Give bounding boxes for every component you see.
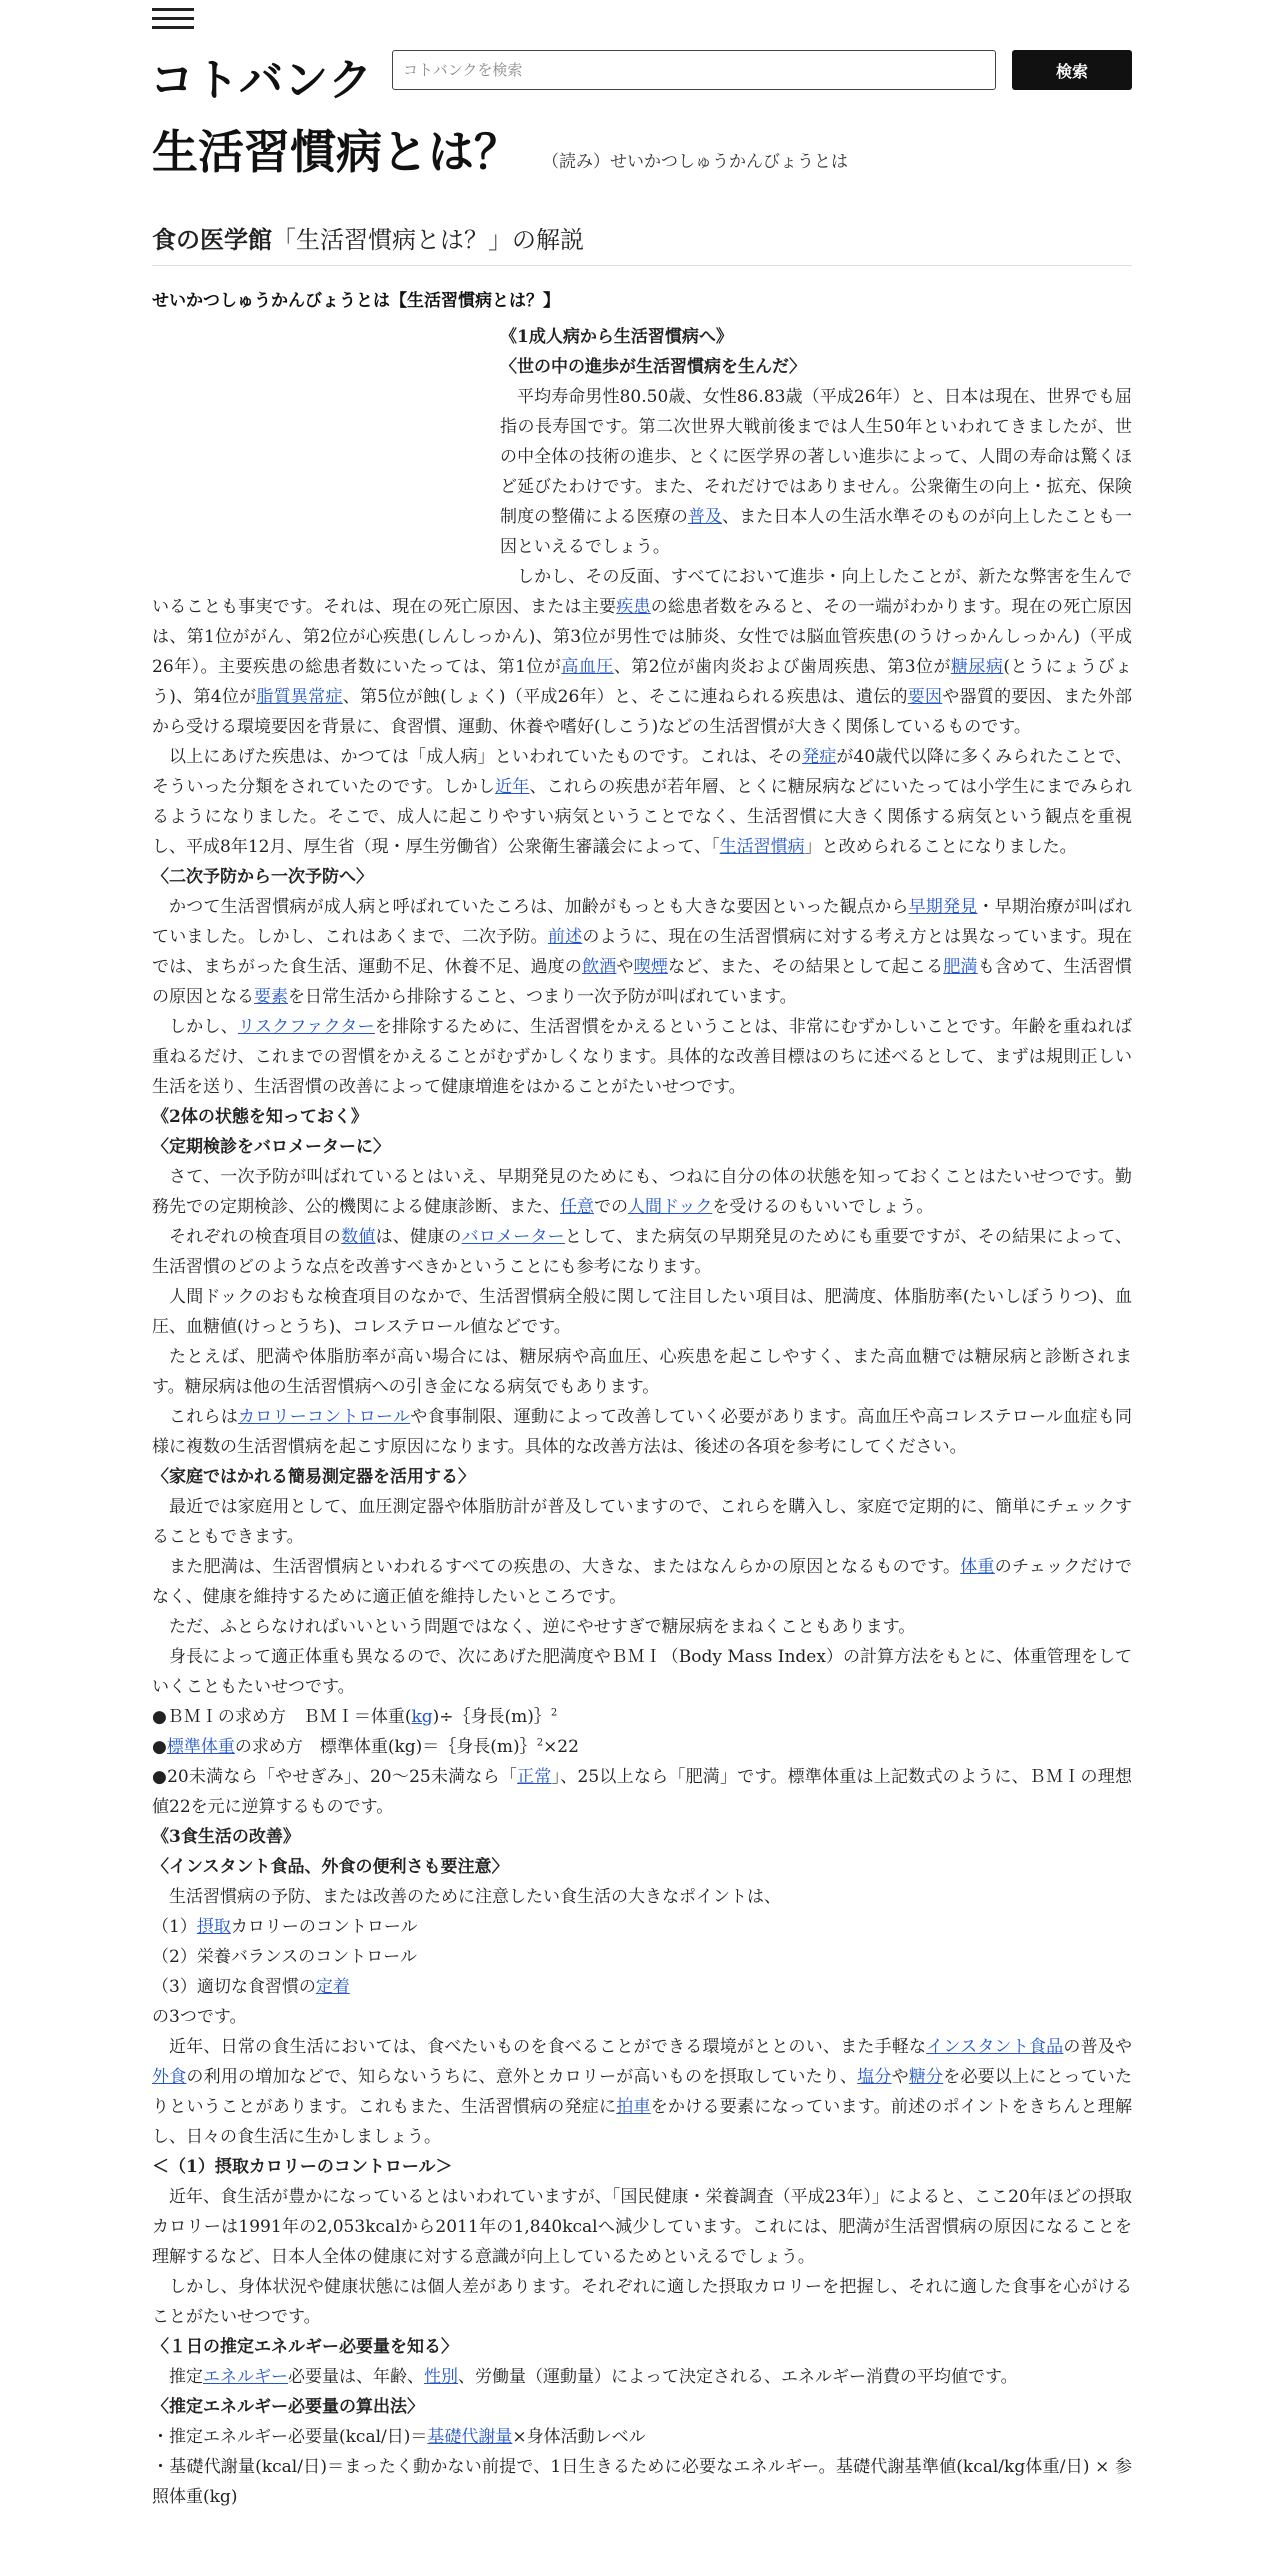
formula: ●標準体重の求め方 標準体重(kg)＝｛身長(m)｝$^2$×22 bbox=[152, 1737, 579, 1757]
link[interactable]: 任意 bbox=[560, 1197, 594, 1217]
link[interactable]: 基礎代謝量 bbox=[427, 2427, 513, 2447]
link[interactable]: 外食 bbox=[152, 2067, 187, 2087]
link[interactable]: 喫煙 bbox=[633, 957, 669, 977]
link[interactable]: 塩分 bbox=[857, 2067, 892, 2087]
subheading: 〈家庭ではかれる簡易測定器を活用する〉 bbox=[152, 1467, 475, 1487]
paragraph: の3つです。 bbox=[152, 2007, 247, 2027]
paragraph: さて、一次予防が叫ばれているとはいえ、早期発見のためにも、つねに自分の体の状態を知っておくことはたいせつです。勤務先での定期検診、公的機関による健康診断、また、任意での人間ドックを受けるのもいいでしょう。 bbox=[152, 1167, 1132, 1217]
formula: ・基礎代謝量(kcal/日)＝まったく動かない前提で、1日生きるために必要なエネルギー。基礎代謝基準値(kcal/kg体重/日) × 参照体重(kg) bbox=[152, 2457, 1132, 2507]
paragraph: たとえば、肥満や体脂肪率が高い場合には、糖尿病や高血圧、心疾患を起こしやすく、また高血糖では糖尿病と診断されます。糖尿病は他の生活習慣病への引き金になる病気でもあります。 bbox=[152, 1347, 1132, 1397]
list-item: （3）適切な食習慣の定着 bbox=[152, 1977, 350, 1997]
subheading: 〈世の中の進歩が生活習慣病を生んだ〉 bbox=[500, 357, 806, 377]
heading: 《3食生活の改善》 bbox=[152, 1827, 300, 1847]
paragraph: 近年、日常の食生活においては、食べたいものを食べることができる環境がととのい、また手軽なインスタント食品の普及や外食の利用の増加などで、知らないうちに、意外とカロリーが高いものを摂取していたり、塩分や糖分を必要以上にとっていたりということがあります。これもまた、生活習慣病の発症に拍車をかける要素になっています。前述のポイントをきちんと理解し、日々の食生活に生かしましょう。 bbox=[152, 2037, 1133, 2147]
entry-title: せいかつしゅうかんびょうとは【生活習慣病とは？】 bbox=[152, 291, 560, 311]
list-item: （1）摂取カロリーのコントロール bbox=[152, 1917, 418, 1937]
paragraph: 平均寿命男性80.50歳、女性86.83歳（平成26年）と、日本は現在、世界でも屈指の長寿国です。第二次世界大戦前後までは人生50年といわれてきましたが、世の中全体の技術の進歩、とくに医学界の著しい進歩によって、人間の寿命は驚くほど延びたわけです。また、それだけではありません。公衆衛生の向上・拡充、保険制度の整備による医療の普及、また日本人の生活水準そのものが向上したことも一因といえるでしょう。 bbox=[500, 387, 1133, 557]
link[interactable]: エネルギー bbox=[203, 2367, 288, 2387]
link[interactable]: 肥満 bbox=[943, 957, 978, 977]
link[interactable]: 早期発見 bbox=[908, 897, 978, 917]
link[interactable]: 定着 bbox=[315, 1977, 350, 1997]
paragraph: それぞれの検査項目の数値は、健康のバロメーターとして、また病気の早期発見のためにも重要ですが、その結果によって、生活習慣のどのような点を改善すべきかということにも参考になります。 bbox=[152, 1227, 1133, 1277]
article-body bbox=[152, 322, 1132, 2512]
search-button[interactable]: 検索 bbox=[1012, 50, 1132, 90]
link[interactable]: 普及 bbox=[687, 507, 723, 527]
subheading: ＜（1）摂取カロリーのコントロール＞ bbox=[152, 2157, 453, 2177]
paragraph: しかし、身体状況や健康状態には個人差があります。それぞれに適した摂取カロリーを把握し、それに適した食事を心がけることがたいせつです。 bbox=[152, 2277, 1132, 2327]
paragraph: しかし、その反面、すべてにおいて進歩・向上したことが、新たな弊害を生んでいることも事実です。それは、現在の死亡原因、または主要疾患の総患者数をみると、その一端がわかります。現在の死亡原因は、第1位ががん、第2位が心疾患(しんしっかん)、第3位が男性では肺炎、女性では脳血管疾患(のうけっかんしっかん)（平成26年）。主要疾患の総患者数にいたっては、第1位が高血圧、第2位が歯肉炎および歯周疾患、第3位が糖尿病(とうにょうびょう)、第4位が脂質異常症、第5位が蝕(しょく)（平成26年）と、そこに連ねられる疾患は、遺伝的要因や器質的要因、また外部から受ける環境要因を背景に、食習慣、運動、休養や嗜好(しこう)などの生活習慣が大きく関係しているものです。 bbox=[152, 567, 1133, 737]
formula: ●ＢＭＩの求め方 ＢＭＩ＝体重(kg)÷｛身長(m)｝$^2$ bbox=[152, 1707, 558, 1727]
image-space bbox=[152, 322, 500, 584]
link[interactable]: 脂質異常症 bbox=[256, 687, 343, 707]
paragraph: 人間ドックのおもな検査項目のなかで、生活習慣病全般に関して注目したい項目は、肥満度、体脂肪率(たいしぼうりつ)、血圧、血糖値(けっとうち)、コレステロール値などです。 bbox=[152, 1287, 1132, 1337]
heading: 《1成人病から生活習慣病へ》 bbox=[500, 327, 733, 347]
link[interactable]: 糖分 bbox=[908, 2067, 944, 2087]
source-name: 食の医学館 bbox=[152, 226, 272, 254]
paragraph: 生活習慣病の予防、または改善のために注意したい食生活の大きなポイントは、 bbox=[169, 1887, 781, 1907]
subheading: 〈１日の推定エネルギー必要量を知る〉 bbox=[152, 2337, 458, 2357]
link[interactable]: 標準体重 bbox=[166, 1737, 235, 1757]
link[interactable]: kg bbox=[411, 1707, 433, 1727]
subheading: 〈インスタント食品、外食の便利さも要注意〉 bbox=[152, 1857, 509, 1877]
link[interactable]: 生活習慣病 bbox=[719, 837, 805, 857]
link[interactable]: バロメーター bbox=[461, 1227, 565, 1247]
paragraph: 以上にあげた疾患は、かつては「成人病」といわれていたものです。これは、その発症が40歳代以降に多くみられたことで、そういった分類をされていたのです。しかし近年、これらの疾患が若年層、とくに糖尿病などにいたっては小学生にまでみられるようになりました。そこで、成人に起こりやすい病気ということでなく、生活習慣に大きく関係する病気という観点を重視し、平成8年12月、厚生省（現・厚生労働省）公衆衛生審議会によって、「生活習慣病」と改められることになりました。 bbox=[152, 747, 1133, 857]
link[interactable]: 正常 bbox=[517, 1767, 552, 1787]
link[interactable]: 飲酒 bbox=[582, 957, 617, 977]
paragraph: また肥満は、生活習慣病といわれるすべての疾患の、大きな、またはなんらかの原因となるものです。体重のチェックだけでなく、健康を維持するために適正値を維持したいところです。 bbox=[152, 1557, 1133, 1607]
subheading: 〈推定エネルギー必要量の算出法〉 bbox=[152, 2397, 424, 2417]
link[interactable]: カロリーコントロール bbox=[238, 1407, 411, 1427]
link[interactable]: 性別 bbox=[424, 2367, 458, 2387]
paragraph: しかし、リスクファクターを排除するために、生活習慣をかえるということは、非常にむずかしいことです。年齢を重ねれば重ねるだけ、これまでの習慣をかえることがむずかしくなります。具体的な改善目標はのちに述べるとして、まずは規則正しい生活を送り、生活習慣の改善によって健康増進をはかることがたいせつです。 bbox=[152, 1017, 1133, 1097]
formula: ●20未満なら「やせぎみ」、20～25未満なら「正常」、25以上なら「肥満」です。標準体重は上記数式のように、ＢＭＩの理想値22を元に逆算するものです。 bbox=[152, 1767, 1133, 1817]
link[interactable]: 糖尿病 bbox=[950, 657, 1004, 677]
heading: 《2体の状態を知っておく》 bbox=[152, 1107, 368, 1127]
link[interactable]: 前述 bbox=[547, 927, 583, 947]
paragraph: かつて生活習慣病が成人病と呼ばれていたころは、加齢がもっとも大きな要因といった観点から早期発見・早期治療が叫ばれていました。しかし、これはあくまで、二次予防。前述のように、現在の生活習慣病に対する考え方とは異なっています。現在では、まちがった食生活、運動不足、休養不足、過度の飲酒や喫煙など、また、その結果として起こる肥満も含めて、生活習慣の原因となる要素を日常生活から排除すること、つまり一次予防が叫ばれています。 bbox=[152, 897, 1133, 1007]
paragraph: 最近では家庭用として、血圧測定器や体脂肪計が普及していますので、これらを購入し、家庭で定期的に、簡単にチェックすることもできます。 bbox=[152, 1497, 1132, 1547]
paragraph: 近年、食生活が豊かになっているとはいわれていますが、「国民健康・栄養調査（平成23年）」によると、ここ20年ほどの摂取カロリーは1991年の2,053kcalから2011年の1,840kcalへ減少しています。これには、肥満が生活習慣病の原因になることを理解するなど、日本人全体の健康に対する意識が向上しているためといえるでしょう。 bbox=[152, 2187, 1132, 2267]
link[interactable]: 近年 bbox=[495, 777, 530, 797]
link[interactable]: 拍車 bbox=[616, 2097, 651, 2117]
reading: （読み）せいかつしゅうかんびょうとは bbox=[542, 152, 848, 172]
link[interactable]: 要素 bbox=[254, 987, 288, 1007]
link[interactable]: 人間ドック bbox=[628, 1197, 713, 1217]
formula: ・推定エネルギー必要量(kcal/日)＝基礎代謝量×身体活動レベル bbox=[152, 2427, 646, 2447]
link[interactable]: リスクファクター bbox=[237, 1017, 375, 1037]
menu-icon[interactable] bbox=[152, 8, 194, 32]
paragraph: ただ、ふとらなければいいという問題ではなく、逆にやせすぎで糖尿病をまねくこともあります。 bbox=[169, 1617, 916, 1637]
subheading: 〈二次予防から一次予防へ〉 bbox=[152, 867, 373, 887]
page-title: 生活習慣病とは？ bbox=[152, 125, 520, 179]
link[interactable]: 発症 bbox=[802, 747, 837, 767]
paragraph: これらはカロリーコントロールや食事制限、運動によって改善していく必要があります。高血圧や高コレステロール血症も同様に複数の生活習慣病を起こす原因になります。具体的な改善方法は、後述の各項を参考にしてください。 bbox=[152, 1407, 1132, 1457]
link[interactable]: 高血圧 bbox=[561, 657, 614, 677]
link[interactable]: 疾患 bbox=[616, 597, 651, 617]
subheading: 〈定期検診をバロメーターに〉 bbox=[152, 1137, 390, 1157]
link[interactable]: 数値 bbox=[341, 1227, 376, 1247]
search-input[interactable] bbox=[392, 50, 996, 90]
title-row bbox=[152, 120, 1132, 184]
link[interactable]: 要因 bbox=[907, 687, 943, 707]
site-logo[interactable]: コトバンク bbox=[150, 55, 374, 106]
paragraph: 推定エネルギー必要量は、年齢、性別、労働量（運動量）によって決定される、エネルギー消費の平均値です。 bbox=[169, 2367, 1018, 2387]
section-subtitle: 「生活習慣病とは？」の解説 bbox=[272, 226, 584, 254]
paragraph: 身長によって適正体重も異なるので、次にあげた肥満度やＢＭＩ（Body Mass Index）の計算方法をもとに、体重管理をしていくこともたいせつです。 bbox=[152, 1647, 1132, 1697]
link[interactable]: インスタント食品 bbox=[926, 2037, 1064, 2057]
list-item: （2）栄養バランスのコントロール bbox=[152, 1947, 417, 1967]
section-heading bbox=[152, 220, 1132, 266]
link[interactable]: 摂取 bbox=[196, 1917, 231, 1937]
link[interactable]: 体重 bbox=[960, 1557, 995, 1577]
